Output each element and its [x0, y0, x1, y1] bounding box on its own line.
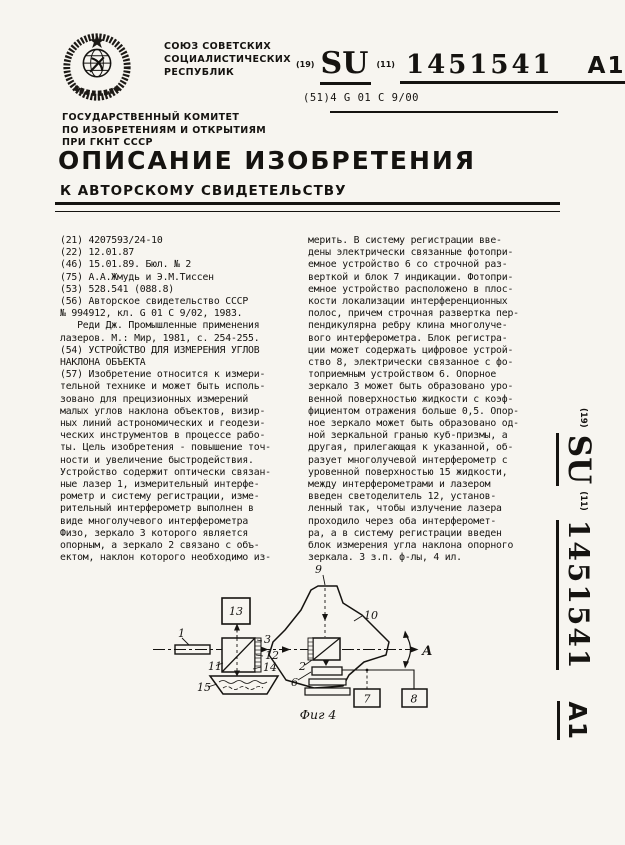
code-19-label: (19) [296, 60, 315, 69]
document-title: ОПИСАНИЕ ИЗОБРЕТЕНИЯ [58, 146, 477, 175]
figure-caption: Фиг 4 [299, 707, 337, 722]
sidebar-publication-number [545, 408, 597, 741]
country-code: SU [320, 46, 372, 85]
sidebar-country-code: SU [556, 433, 597, 486]
figure-label-8: 8 [410, 692, 418, 706]
pedestal-lower [305, 688, 350, 695]
figure-label-2: 2 [299, 660, 306, 673]
sidebar-doc-number: 1451541 [556, 520, 595, 670]
code-11-label: (11) [376, 60, 395, 69]
photodetector [312, 667, 342, 675]
signal-wire [342, 670, 414, 689]
abstract-right-column: мерить. В систему регистрации вве- дены электрически связанные фотопри- емное устройство 6 со строчной раз- верткой и блок 7 индикации. Фотопри- емное устройство расположено в плос- кости локализации интерференционных полос, причем строчная развертка пер- пендикулярна ребру клина многолуче- вого интерферометра. Блок регистра- ции может содержать цифровое устрой- ство 8, электрически связанное с фо- топриемным устройством 6. Опорное зеркало 3 может быть образовано уро- венной поверхностью жидкости с коэф- фициентом отражения больше 0,5. Опор- ное зеркало может быть образовано од- ной зеркальной гранью куб-призмы, а другая, прилегающая к указанной, об- разует многолучевой интерферометр с уровенной поверхностью 15 жидкости, между интерферометрами и лазером введен светоделитель 12, установ- ленный так, чтобы излучение лазера проходило через оба интерферомет- ра, а в систему регистрации введен блок измерения угла наклона опорного зеркала. 3 з.п. ф-лы, 4 ил. [308, 235, 519, 564]
figure-label-13: 13 [229, 605, 243, 618]
publication-number-line [296, 46, 625, 81]
committee-name: ГОСУДАРСТВЕННЫЙ КОМИТЕТ ПО ИЗОБРЕТЕНИЯМ И ОТКРЫТИЯМ ПРИ ГКНТ СССР [62, 112, 267, 148]
pedestal-upper [309, 679, 346, 685]
figure-label-3: 3 [264, 633, 271, 646]
figure-label-12: 12 [265, 649, 279, 662]
union-name: СОЮЗ СОВЕТСКИХ СОЦИАЛИСТИЧЕСКИХ РЕСПУБЛИК [164, 41, 291, 78]
figure-label-11: 11 [208, 660, 222, 673]
figure-label-14: 14 [263, 661, 277, 674]
figure-label-15: 15 [197, 681, 211, 694]
figure-label-9: 9 [315, 563, 322, 576]
patent-figure-4 [115, 558, 505, 802]
sidebar-code-19-label: (19) [578, 408, 588, 428]
header-divider [55, 202, 560, 212]
kind-code: A1 [587, 53, 625, 79]
ipc-rule [330, 111, 558, 113]
abstract-left-column: (21) 4207593/24-10 (22) 12.01.87 (46) 15.01.89. Бюл. № 2 (75) А.А.Жмудь и Э.М.Тиссен (53) 528.541 (088.8) (56) Авторское свидетельство СССР № 994912, кл. G 01 C 9/02, 1983. Реди Дж. Промышленные применения лазеров. М.: Мир, 1981, с. 254-255. (54) УСТРОЙСТВО ДЛЯ ИЗМЕРЕНИЯ УГЛОВ НАКЛОНА ОБЪЕКТА (57) Изобретение относится к измери- тельной технике и может быть исполь- зовано для прецизионных измерений малых углов наклона объектов, визир- ных линий астрономических и геодези- ческих инструментов в процессе рабо- ты. Цель изобретения - повышение точ- ности и увеличение быстродействия. Устройство содержит оптически связан- ные лазер 1, измерительный интерфе- рометр и систему регистрации, изме- рительный интерферометр выполнен в виде многолучевого интерферометра Физо, зеркало 3 которого является опорным, а зеркало 2 связано с объ- ектом, наклон которого необходимо из- [60, 235, 271, 564]
doc-number-underline [400, 50, 625, 84]
doc-number: 1451541 [406, 50, 554, 80]
axis-label: А [422, 644, 433, 659]
ipc-classification: (51)4 G 01 C 9/00 [303, 92, 419, 104]
liquid-tray [210, 676, 278, 694]
document-subtitle: К АВТОРСКОМУ СВИДЕТЕЛЬСТВУ [60, 183, 347, 199]
figure-label-6: 6 [291, 676, 298, 689]
figure-label-10: 10 [364, 609, 378, 622]
sidebar-code-11-label: (11) [578, 491, 588, 511]
sidebar-kind-code: А1 [557, 701, 592, 740]
ussr-emblem [58, 28, 136, 106]
figure-label-7: 7 [363, 692, 371, 706]
figure-label-1: 1 [178, 627, 185, 640]
